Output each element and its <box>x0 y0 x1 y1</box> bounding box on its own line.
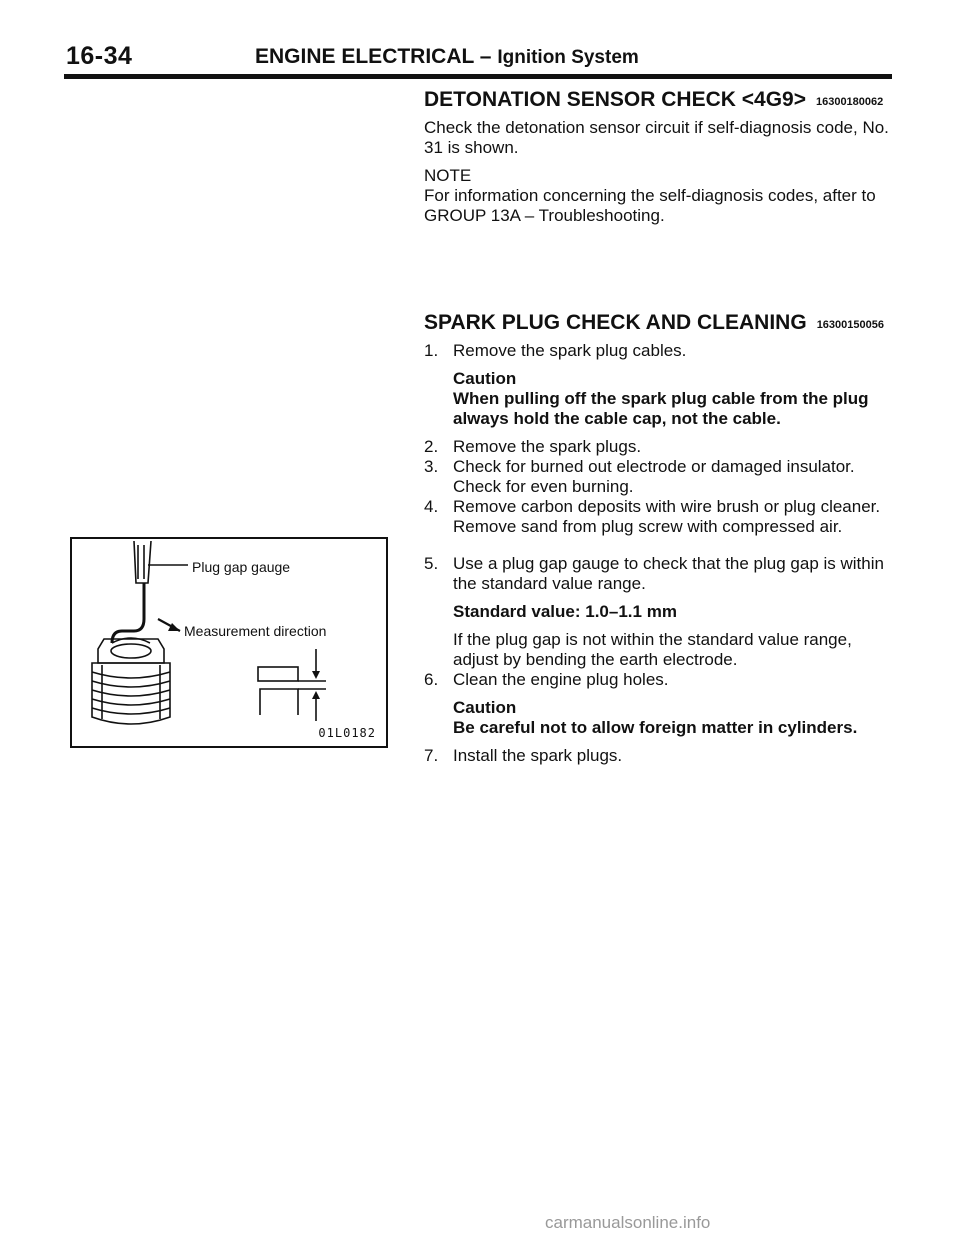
note-label: NOTE <box>424 166 472 185</box>
caution-text: Be careful not to allow foreign matter in cylinders. <box>453 718 858 737</box>
step-number: 5. <box>424 554 439 573</box>
step-number: 3. <box>424 457 439 476</box>
figure-code: 01L0182 <box>318 726 376 740</box>
spark-plug-figure <box>70 537 388 748</box>
step-7 <box>424 746 894 766</box>
detonation-title: DETONATION SENSOR CHECK <4G9> <box>424 88 806 111</box>
step-2 <box>424 437 894 457</box>
step-1 <box>424 341 894 361</box>
detonation-body: Check the detonation sensor circuit if self-diagnosis code, No. 31 is shown. <box>424 118 889 157</box>
sparkplug-code: 16300150056 <box>816 319 884 331</box>
sparkplug-title: SPARK PLUG CHECK AND CLEANING <box>424 311 807 334</box>
standard-value <box>424 602 894 622</box>
sparkplug-section <box>424 313 894 766</box>
watermark: carmanualsonline.info <box>545 1213 711 1232</box>
direction-label: Measurement direction <box>184 623 327 639</box>
caution-2 <box>424 698 894 738</box>
detonation-code: 16300180062 <box>815 96 884 108</box>
caution-text: When pulling off the spark plug cable from the plug always hold the cable cap, not the cable. <box>453 389 869 428</box>
step-text: Use a plug gap gauge to check that the plug gap is within the standard value range. <box>453 554 884 593</box>
step-5-extra <box>424 630 894 670</box>
step-text: Remove the spark plugs. <box>453 437 642 456</box>
page-header <box>64 40 892 79</box>
step-text: Remove the spark plug cables. <box>453 341 687 360</box>
section-title: ENGINE ELECTRICAL – <box>255 45 492 68</box>
step-5-extra-text: If the plug gap is not within the standard value range, adjust by bending the earth electrode. <box>453 630 852 669</box>
step-text: Remove carbon deposits with wire brush or plug cleaner. Remove sand from plug screw with compressed air. <box>453 497 881 536</box>
step-text: Clean the engine plug holes. <box>453 670 669 689</box>
step-6 <box>424 670 894 690</box>
step-3 <box>424 457 894 497</box>
step-number: 2. <box>424 437 439 456</box>
caution-label: Caution <box>453 369 517 388</box>
step-4 <box>424 497 894 537</box>
step-number: 6. <box>424 670 439 689</box>
note-text: For information concerning the self-diagnosis codes, after to GROUP 13A – Troubleshooting. <box>424 186 876 225</box>
step-number: 1. <box>424 341 439 360</box>
header-title <box>255 45 639 69</box>
step-5 <box>424 554 894 594</box>
detonation-heading <box>424 90 894 112</box>
caution-label: Caution <box>453 698 517 717</box>
step-number: 7. <box>424 746 439 765</box>
caution-1 <box>424 369 894 429</box>
step-number: 4. <box>424 497 439 516</box>
page-number: 16-34 <box>66 42 133 70</box>
step-text: Install the spark plugs. <box>453 746 623 765</box>
standard-value-text: Standard value: 1.0–1.1 mm <box>453 602 677 621</box>
step-text: Check for burned out electrode or damaged insulator. Check for even burning. <box>453 457 855 496</box>
subsection-title: Ignition System <box>497 47 639 68</box>
sparkplug-heading <box>424 313 894 335</box>
gauge-label: Plug gap gauge <box>192 559 291 575</box>
detonation-section <box>424 90 894 226</box>
